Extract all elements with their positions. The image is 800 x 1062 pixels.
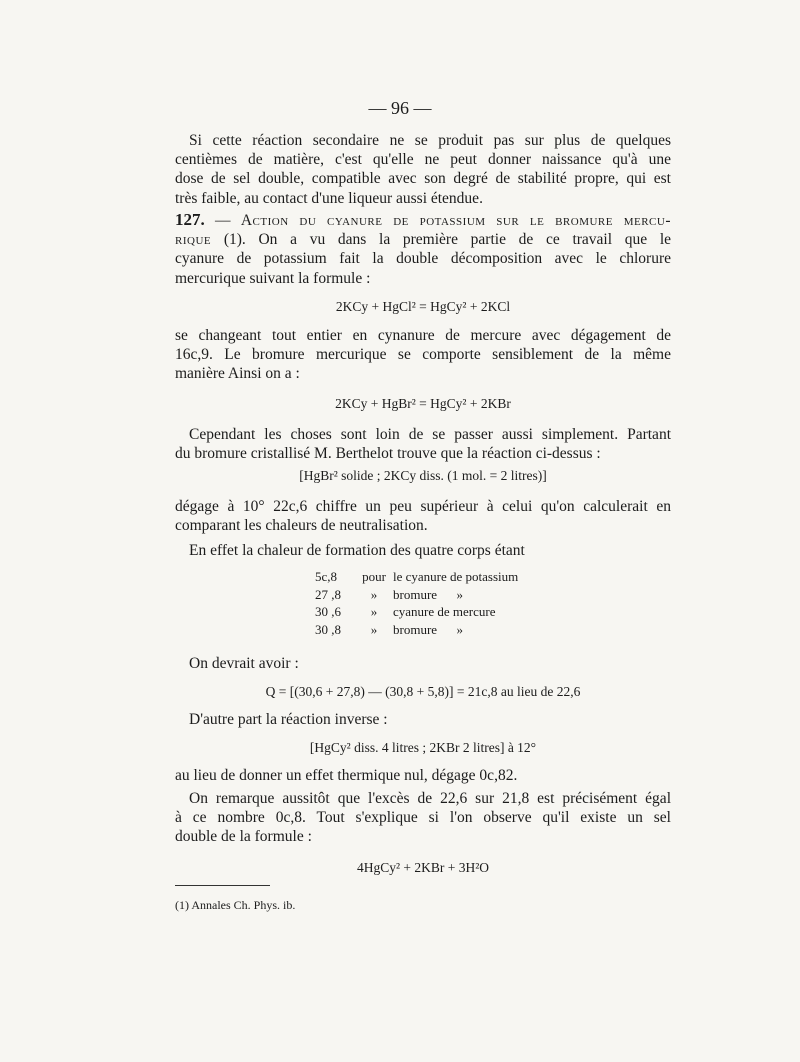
equation-6: 4HgCy² + 2KBr + 3H²O [356,860,490,875]
text-line: se changeant tout entier en cynanure de mercure avec dégagement de [175,327,671,344]
section-title-cont: rique [175,231,212,249]
paragraph-7: D'autre part la réaction inverse : [189,711,388,728]
text-line: dégage à 10° 22c,6 chiffre un peu supérieur à celui qu'on calculerait en [175,498,671,515]
text-line: comparant les chaleurs de neutralisation. [175,517,428,535]
equation-2: 2KCy + HgBr² = HgCy² + 2KBr [335,396,511,411]
equation-1: 2KCy + HgCl² = HgCy² + 2KCl [335,299,511,314]
table-row [315,621,518,639]
text-line: Si cette réaction secondaire ne se produit pas sur plus de quelques [189,132,671,149]
paragraph-2 [175,326,671,384]
section-title: — Action du cyanure de potassium sur le bromure mercu- [214,212,671,229]
text-line: On remarque aussitôt que l'excès de 22,6 sur 21,8 est précisément égal [189,790,671,807]
text-line [175,230,671,249]
equation-4: Q = [(30,6 + 27,8) — (30,8 + 5,8)] = 21c,8 au lieu de 22,6 [265,684,581,699]
text-line: à ce nombre 0c,8. Tout s'explique si l'on observe qu'il existe un sel [175,809,671,827]
text-line: du bromure cristallisé M. Berthelot trouve que la réaction ci-dessus : [175,445,601,463]
section-127 [175,210,671,288]
footnote: (1) Annales Ch. Phys. ib. [175,898,296,912]
text-line: centièmes de matière, c'est qu'elle ne peut donner naissance qu'à une [175,151,671,169]
paragraph-8: au lieu de donner un effet thermique nul, dégage 0c,82. [175,767,518,784]
paragraph-3 [175,425,671,463]
text-line: manière Ainsi on a : [175,365,300,383]
text-line: Cependant les choses sont loin de se passer aussi simplement. Partant [189,426,671,443]
footnote-ref: (1). [223,231,246,249]
table-row [315,586,518,604]
table-cell-substance: cyanure de mercure [393,604,496,619]
text-line: cyanure de potassium fait la double décomposition avec le chlorure [175,250,671,268]
section-number: 127. [175,210,205,229]
text-line: dose de sel double, compatible avec son degré de stabilité propre, qui est [175,170,671,188]
paragraph-9 [175,789,671,847]
table-cell-ditto: pour [362,569,386,584]
footnote-divider [175,885,270,886]
text-line-rest: On a vu dans la première partie de ce travail que le [258,231,672,249]
paragraph-5: En effet la chaleur de formation des quatre corps étant [189,542,525,559]
text-line: mercurique suivant la formule : [175,269,371,287]
table-cell-ditto: » [370,586,378,602]
table-cell-substance: le cyanure de potassium [393,569,519,584]
table-cell-substance: bromure » [393,621,464,637]
equation-3: [HgBr² solide ; 2KCy diss. (1 mol. = 2 litres)] [299,468,547,483]
table-cell-value: 30 ,6 [315,604,341,619]
table-cell-ditto: » [370,604,378,619]
paragraph-1 [175,131,671,208]
text-line: très faible, au contact d'une liqueur aussi étendue. [175,189,483,207]
table-cell-value: 5c,8 [315,569,338,584]
page-number: — 96 — [368,98,432,118]
text-line: 16c,9. Le bromure mercurique se comporte sensiblement de la même [175,346,671,364]
equation-5: [HgCy² diss. 4 litres ; 2KBr 2 litres] à 12° [309,740,537,755]
table-row [315,603,518,621]
paragraph-4 [175,497,671,535]
table-cell-value: 27 ,8 [315,586,341,602]
paragraph-6: On devrait avoir : [189,655,299,672]
heat-of-formation-table [315,568,518,638]
table-cell-substance: bromure » [393,586,464,602]
table-cell-value: 30 ,8 [315,621,341,637]
text-line: double de la formule : [175,828,312,846]
table-cell-ditto: » [370,621,378,637]
table-row [315,568,518,586]
section-heading-line [175,210,671,230]
